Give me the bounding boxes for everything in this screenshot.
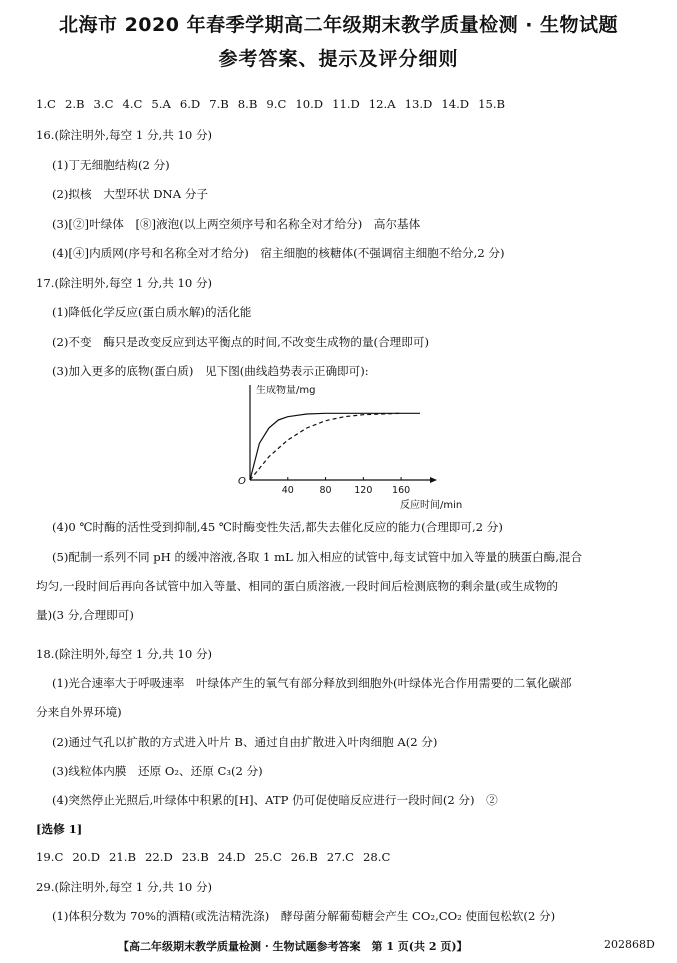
origin-label: O [238,476,246,487]
choice-answers-1-15 [36,96,514,112]
answer-item: 5.A [151,97,171,111]
x-axis-label: 反应时间/min [400,500,463,511]
answer-item: 19.C [36,850,64,864]
answer-item: 12.A [368,97,396,111]
q17-answer-4: (4)0 ℃时酶的活性受到抑制,45 ℃时酶变性失活,都失去催化反应的能力(合理即可,2 分) [52,520,503,534]
answer-item: 15.B [478,97,506,111]
q17-heading: 17.(除注明外,每空 1 分,共 10 分) [36,276,213,290]
answer-item: 22.D [145,850,173,864]
page-title: 北海市 2020 年春季学期高二年级期末教学质量检测 · 生物试题 [58,14,619,36]
q16-heading: 16.(除注明外,每空 1 分,共 10 分) [36,128,213,142]
q18-answer-4: (4)突然停止光照后,叶绿体中积累的[H]、ATP 仍可促使暗反应进行一段时间(2 分) ② [52,793,498,807]
q18-heading: 18.(除注明外,每空 1 分,共 10 分) [36,647,213,661]
q16-answer-3: (3)[②]叶绿体 [⑧]液泡(以上两空须序号和名称全对才给分) 高尔基体 [52,217,421,231]
answer-item: 27.C [326,850,355,864]
answer-item: 20.D [72,850,101,864]
footer-page-info: 【高二年级期末教学质量检测 · 生物试题参考答案 第 1 页(共 2 页)】 [118,940,468,953]
series-line-dashed [250,413,401,480]
answer-item: 24.D [217,850,246,864]
q17-answer-2: (2)不变 酶只是改变反应到达平衡点的时间,不改变生成物的量(合理即可) [52,335,429,349]
q17-answer-5a: (5)配制一系列不同 pH 的缓冲溶液,各取 1 mL 加入相应的试管中,每支试管中加入等量的胰蛋白酶,混合 [52,550,583,564]
q16-answer-2: (2)拟核 大型环状 DNA 分子 [52,187,208,201]
q16-answer-1: (1)丁无细胞结构(2 分) [52,158,170,172]
x-axis-arrow [430,477,437,483]
q18-answer-1a: (1)光合速率大于呼吸速率 叶绿体产生的氧气有部分释放到细胞外(叶绿体光合作用需要的二氧化碳部 [52,676,572,690]
answer-item: 1.C [36,97,56,111]
answer-item: 6.D [179,97,201,111]
answer-item: 4.C [122,97,143,111]
answer-item: 14.D [441,97,470,111]
answer-item: 11.D [332,97,360,111]
q18-answer-2: (2)通过气孔以扩散的方式进入叶片 B、通过自由扩散进入叶肉细胞 A(2 分) [52,735,438,749]
answer-item: 26.B [290,850,318,864]
answer-item: 23.B [181,850,209,864]
series-line-solid [250,413,420,480]
x-tick-label: 40 [281,485,294,496]
answer-item: 21.B [109,850,137,864]
q17-answer-3: (3)加入更多的底物(蛋白质) 见下图(曲线趋势表示正确即可): [52,364,369,378]
page-subtitle: 参考答案、提示及评分细则 [218,48,459,70]
reaction-product-chart [220,385,540,515]
answer-item: 13.D [404,97,433,111]
footer-code: 202868D [604,938,655,951]
answer-item: 2.B [64,97,85,111]
answer-item: 8.B [237,97,258,111]
y-axis-label: 生成物量/mg [256,385,316,396]
answer-item: 7.B [209,97,229,111]
q18-answer-3: (3)线粒体内膜 还原 O₂、还原 C₃(2 分) [52,764,263,778]
q18-answer-1b: 分来自外界环境) [36,705,122,719]
elective-heading: [选修 1] [36,822,83,836]
answer-item: 28.C [363,850,391,864]
x-tick-label: 80 [319,485,332,496]
q29-heading: 29.(除注明外,每空 1 分,共 10 分) [36,880,213,894]
answer-item: 9.C [266,97,287,111]
x-tick-label: 120 [354,485,373,496]
answer-item: 10.D [295,97,324,111]
q17-answer-5b: 均匀,一段时间后再向各试管中加入等量、相同的蛋白质溶液,一段时间后检测底物的剩余量(或生成物的 [36,579,559,593]
q17-answer-5c: 量)(3 分,合理即可) [36,608,134,622]
q29-answer-1: (1)体积分数为 70%的酒精(或洗洁精洗涤) 酵母菌分解葡萄糖会产生 CO₂,CO₂ 使面包松软(2 分) [52,909,556,923]
q17-answer-1: (1)降低化学反应(蛋白质水解)的活化能 [52,305,252,319]
q16-answer-4: (4)[④]内质网(序号和名称全对才给分) 宿主细胞的核糖体(不强调宿主细胞不给分,2 分) [52,246,505,260]
answer-item: 3.C [93,97,114,111]
answer-item: 25.C [254,850,282,864]
x-tick-label: 160 [392,485,411,496]
choice-answers-19-28 [36,849,399,865]
